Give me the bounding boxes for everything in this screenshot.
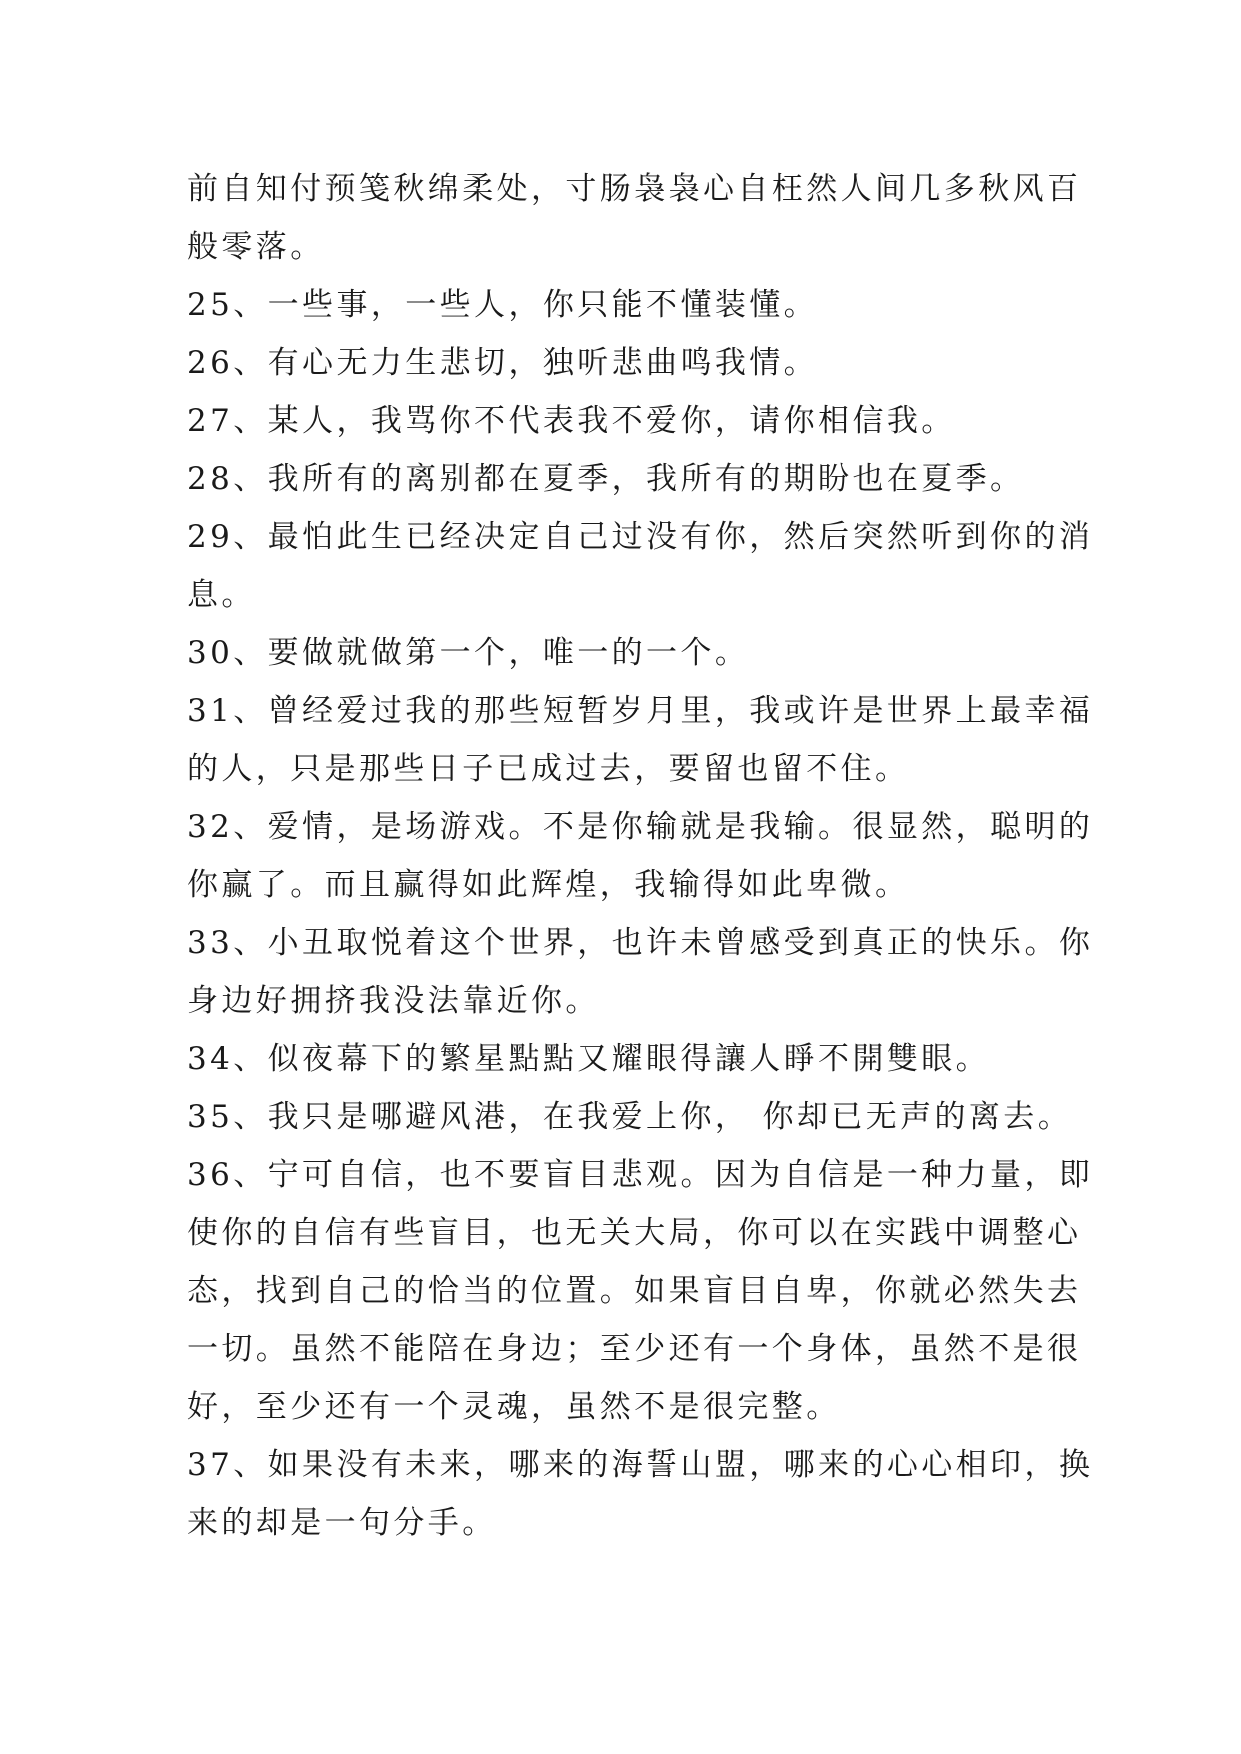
text-line: 29、最怕此生已经决定自己过没有你，然后突然听到你的消	[187, 519, 1094, 555]
text-line: 一切。虽然不能陪在身边；至少还有一个身体，虽然不是很	[187, 1331, 1082, 1367]
text-line: 33、小丑取悦着这个世界，也许未曾感受到真正的快乐。你	[187, 925, 1094, 961]
text-line: 的人，只是那些日子已成过去，要留也留不住。	[187, 751, 910, 787]
text-line: 35、我只是哪避风港，在我爱上你， 你却已无声的离去。	[187, 1099, 1073, 1135]
text-line: 30、要做就做第一个，唯一的一个。	[187, 635, 750, 671]
text-line: 息。	[187, 577, 256, 613]
text-line: 27、某人，我骂你不代表我不爱你，请你相信我。	[187, 403, 956, 439]
text-line: 好，至少还有一个灵魂，虽然不是很完整。	[187, 1389, 841, 1425]
text-line: 前自知付预笺秋绵柔处，寸肠袅袅心自枉然人间几多秋风百	[187, 171, 1082, 207]
text-line: 28、我所有的离别都在夏季，我所有的期盼也在夏季。	[187, 461, 1025, 497]
text-line: 34、似夜幕下的繁星點點又耀眼得讓人睜不開雙眼。	[187, 1041, 991, 1077]
text-line: 25、一些事，一些人，你只能不懂装懂。	[187, 287, 819, 323]
text-line: 你赢了。而且赢得如此辉煌，我输得如此卑微。	[187, 867, 910, 903]
text-line: 32、爱情，是场游戏。不是你输就是我输。很显然，聪明的	[187, 809, 1094, 845]
text-line: 37、如果没有未来，哪来的海誓山盟，哪来的心心相印，换	[187, 1447, 1094, 1483]
text-line: 26、有心无力生悲切，独听悲曲鸣我情。	[187, 345, 819, 381]
text-line: 来的却是一句分手。	[187, 1505, 497, 1541]
text-line: 态，找到自己的恰当的位置。如果盲目自卑，你就必然失去	[187, 1273, 1082, 1309]
text-line: 般零落。	[187, 229, 325, 265]
text-line: 身边好拥挤我没法靠近你。	[187, 983, 600, 1019]
text-line: 31、曾经爱过我的那些短暂岁月里，我或许是世界上最幸福	[187, 693, 1094, 729]
text-line: 使你的自信有些盲目，也无关大局，你可以在实践中调整心	[187, 1215, 1082, 1251]
document-body	[187, 160, 1094, 1552]
text-line: 36、宁可自信，也不要盲目悲观。因为自信是一种力量，即	[187, 1157, 1094, 1193]
